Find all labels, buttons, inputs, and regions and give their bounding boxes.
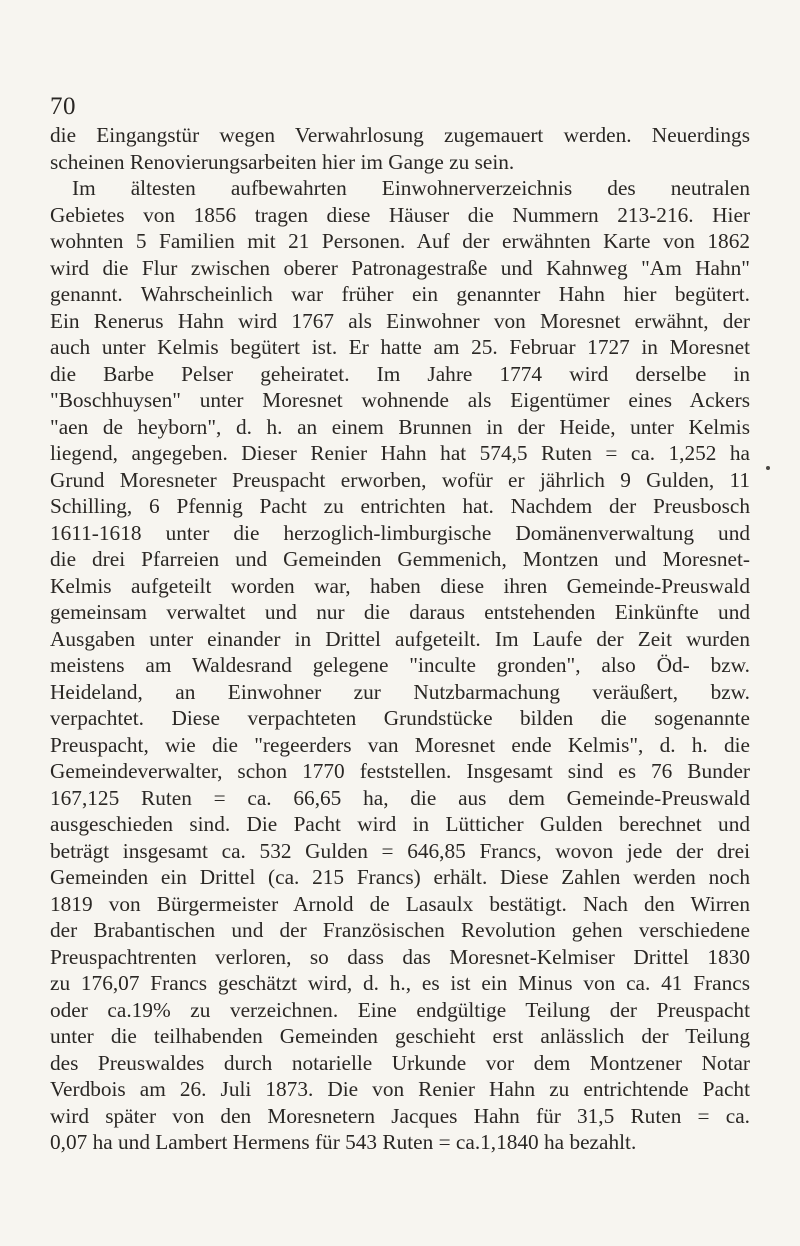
text-line: zu 176,07 Francs geschätzt wird, d. h., es ist ein Minus von ca. 41 Francs: [50, 971, 750, 995]
text-line: die Eingangstür wegen Verwahrlosung zugemauert werden. Neuerdings: [50, 123, 750, 147]
text-line: oder ca.19% zu verzeichnen. Eine endgültige Teilung der Preuspacht: [50, 997, 750, 1022]
text-line: Ein Renerus Hahn wird 1767 als Einwohner von Moresnet erwähnt, der: [50, 308, 750, 333]
text-line: meistens am Waldesrand gelegene "inculte gronden", also Öd- bzw.: [50, 653, 750, 677]
text-line: Preuspachtrenten verloren, so dass das Moresnet-Kelmiser Drittel 1830: [50, 944, 750, 969]
text-line: Grund Moresneter Preuspacht erworben, wofür er jährlich 9 Gulden, 11: [50, 467, 750, 492]
text-line: 1611-1618 unter die herzoglich-limburgische Domänenverwaltung und: [50, 520, 750, 545]
text-line: des Preuswaldes durch notarielle Urkunde vor dem Montzener Notar: [50, 1050, 750, 1075]
text-line: wird später von den Moresnetern Jacques Hahn für 31,5 Ruten = ca.: [50, 1103, 750, 1128]
text-line: Gebietes von 1856 tragen diese Häuser die Nummern 213-216. Hier: [50, 202, 750, 227]
book-page: [50, 92, 750, 1156]
text-line: die Barbe Pelser geheiratet. Im Jahre 1774 wird derselbe in: [50, 361, 750, 386]
text-line: Verdbois am 26. Juli 1873. Die von Renier Hahn zu entrichtende Pacht: [50, 1077, 750, 1101]
text-line: scheinen Renovierungsarbeiten hier im Gange zu sein.: [50, 149, 515, 174]
text-line: "aen de heyborn", d. h. an einem Brunnen in der Heide, unter Kelmis: [50, 414, 750, 439]
text-line: die drei Pfarreien und Gemeinden Gemmenich, Montzen und Moresnet-: [50, 547, 750, 571]
text-line: 0,07 ha und Lambert Hermens für 543 Ruten = ca.1,1840 ha bezahlt.: [50, 1130, 637, 1154]
text-line: unter die teilhabenden Gemeinden geschieht erst anlässlich der Teilung: [50, 1024, 750, 1048]
text-line: Im ältesten aufbewahrten Einwohnerverzeichnis des neutralen: [72, 176, 750, 200]
text-line: 1819 von Bürgermeister Arnold de Lasaulx bestätigt. Nach den Wirren: [50, 891, 750, 916]
text-line: genannt. Wahrscheinlich war früher ein genannter Hahn hier begütert.: [50, 282, 750, 306]
text-line: verpachtet. Diese verpachteten Grundstücke bilden die sogenannte: [50, 706, 750, 730]
text-line: 167,125 Ruten = ca. 66,65 ha, die aus dem Gemeinde-Preuswald: [50, 785, 750, 810]
text-line: gemeinsam verwaltet und nur die daraus entstehenden Einkünfte und: [50, 600, 750, 624]
page-number: 70: [50, 93, 76, 120]
text-line: Kelmis aufgeteilt worden war, haben diese ihren Gemeinde-Preuswald: [50, 573, 750, 598]
margin-mark: [766, 466, 770, 470]
text-line: Gemeinden ein Drittel (ca. 215 Francs) erhält. Diese Zahlen werden noch: [50, 865, 750, 889]
text-line: wird die Flur zwischen oberer Patronagestraße und Kahnweg "Am Hahn": [50, 255, 750, 280]
text-line: Preuspacht, wie die "regeerders van Moresnet ende Kelmis", d. h. die: [50, 732, 750, 757]
text-line: beträgt insgesamt ca. 532 Gulden = 646,85 Francs, wovon jede der drei: [50, 838, 750, 863]
text-line: Ausgaben unter einander in Drittel aufgeteilt. Im Laufe der Zeit wurden: [50, 626, 750, 651]
text-line: liegend, angegeben. Dieser Renier Hahn hat 574,5 Ruten = ca. 1,252 ha: [50, 441, 750, 465]
text-line: ausgeschieden sind. Die Pacht wird in Lütticher Gulden berechnet und: [50, 812, 750, 836]
text-line: Gemeindeverwalter, schon 1770 feststellen. Insgesamt sind es 76 Bunder: [50, 759, 750, 783]
text-line: "Boschhuysen" unter Moresnet wohnende als Eigentümer eines Ackers: [50, 388, 750, 412]
text-line: auch unter Kelmis begütert ist. Er hatte am 25. Februar 1727 in Moresnet: [50, 335, 750, 359]
text-line: der Brabantischen und der Französischen Revolution gehen verschiedene: [50, 918, 750, 942]
text-line: wohnten 5 Familien mit 21 Personen. Auf der erwähnten Karte von 1862: [50, 229, 750, 253]
text-line: Heideland, an Einwohner zur Nutzbarmachung veräußert, bzw.: [50, 679, 750, 704]
body-text: [50, 122, 750, 1156]
text-line: Schilling, 6 Pfennig Pacht zu entrichten hat. Nachdem der Preusbosch: [50, 494, 750, 518]
